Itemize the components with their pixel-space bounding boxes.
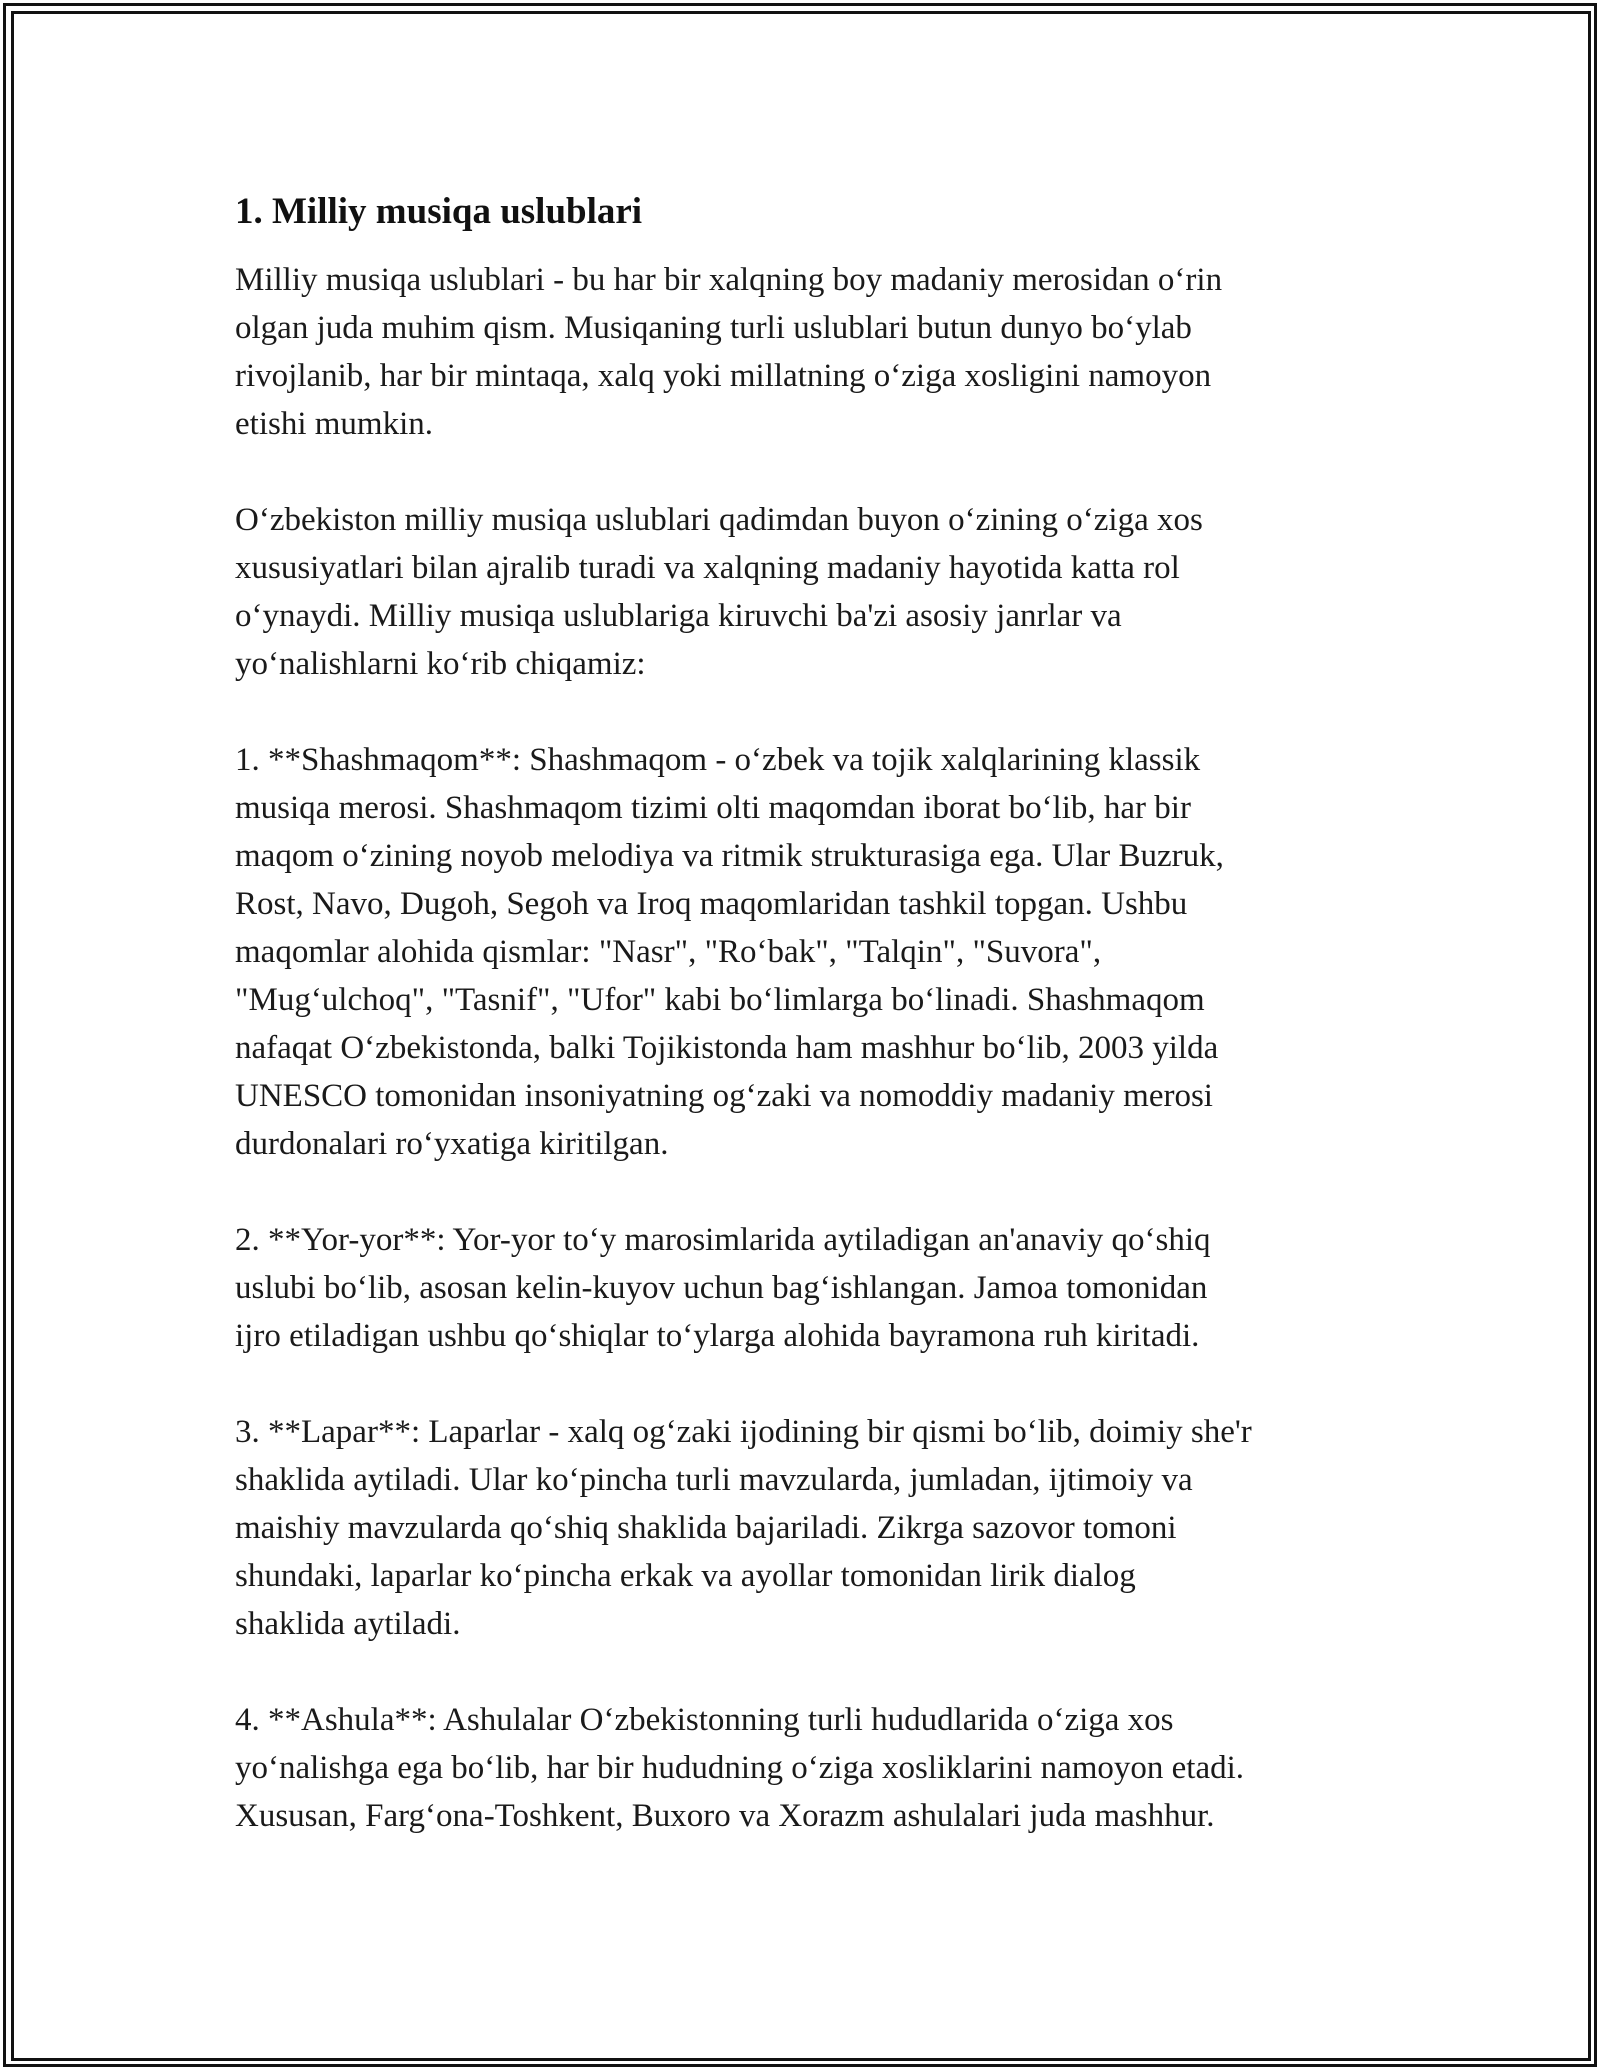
list-item-yor-yor: 2. **Yor-yor**: Yor-yor to‘y marosimlarida aytiladigan an'anaviy qo‘shiq uslubi bo‘lib, asosan kelin-kuyov uchun bag‘ishlangan. Jamoa tomonidan ijro etiladigan ushbu qo‘shiqlar to‘ylarga alohida bayramona ruh kiritadi. [235, 1222, 1211, 1354]
list-item-ashula: 4. **Ashula**: Ashulalar O‘zbekistonning turli hududlarida o‘ziga xos yo‘nalishga ega bo‘lib, har bir hududning o‘ziga xosliklarini namoyon etadi. Xususan, Farg‘ona-Toshkent, Buxoro va Xorazm ashulalari juda mashhur. [235, 1702, 1245, 1834]
document-page [235, 188, 1375, 1888]
list-item-shashmaqom: 1. **Shashmaqom**: Shashmaqom - o‘zbek va tojik xalqlarining klassik musiqa merosi. Shashmaqom tizimi olti maqomdan iborat bo‘lib, har bir maqom o‘zining noyob melodiya va ritmik strukturasiga ega. Ular Buzruk, Rost, Navo, Dugoh, Segoh va Iroq maqomlaridan tashkil topgan. Ushbu maqomlar alohida qismlar: "Nasr", "Ro‘bak", "Talqin", "Suvora", "Mug‘ulchoq", "Tasnif", "Ufor" kabi bo‘limlarga bo‘linadi. Shashmaqom nafaqat O‘zbekistonda, balki Tojikistonda ham mashhur bo‘lib, 2003 yilda UNESCO tomonidan insoniyatning og‘zaki va nomoddiy madaniy merosi durdonalari ro‘yxatiga kiritilgan. [235, 742, 1224, 1162]
paragraph-intro: Milliy musiqa uslublari - bu har bir xalqning boy madaniy merosidan o‘rin olgan juda muhim qism. Musiqaning turli uslublari butun dunyo bo‘ylab rivojlanib, har bir mintaqa, xalq yoki millatning o‘ziga xosligini namoyon etishi mumkin. [235, 262, 1223, 442]
paragraph-uzbekistan: O‘zbekiston milliy musiqa uslublari qadimdan buyon o‘zining o‘ziga xos xususiyatlari bilan ajralib turadi va xalqning madaniy hayotida katta rol o‘ynaydi. Milliy musiqa uslublariga kiruvchi ba'zi asosiy janrlar va yo‘nalishlarni ko‘rib chiqamiz: [235, 502, 1203, 682]
section-heading: 1. Milliy musiqa uslublari [235, 191, 643, 232]
list-item-lapar: 3. **Lapar**: Laparlar - xalq og‘zaki ijodining bir qismi bo‘lib, doimiy she'r shaklida aytiladi. Ular ko‘pincha turli mavzularda, jumladan, ijtimoiy va maishiy mavzularda qo‘shiq shaklida bajariladi. Zikrga sazovor tomoni shundaki, laparlar ko‘pincha erkak va ayollar tomonidan lirik dialog shaklida aytiladi. [235, 1414, 1252, 1642]
